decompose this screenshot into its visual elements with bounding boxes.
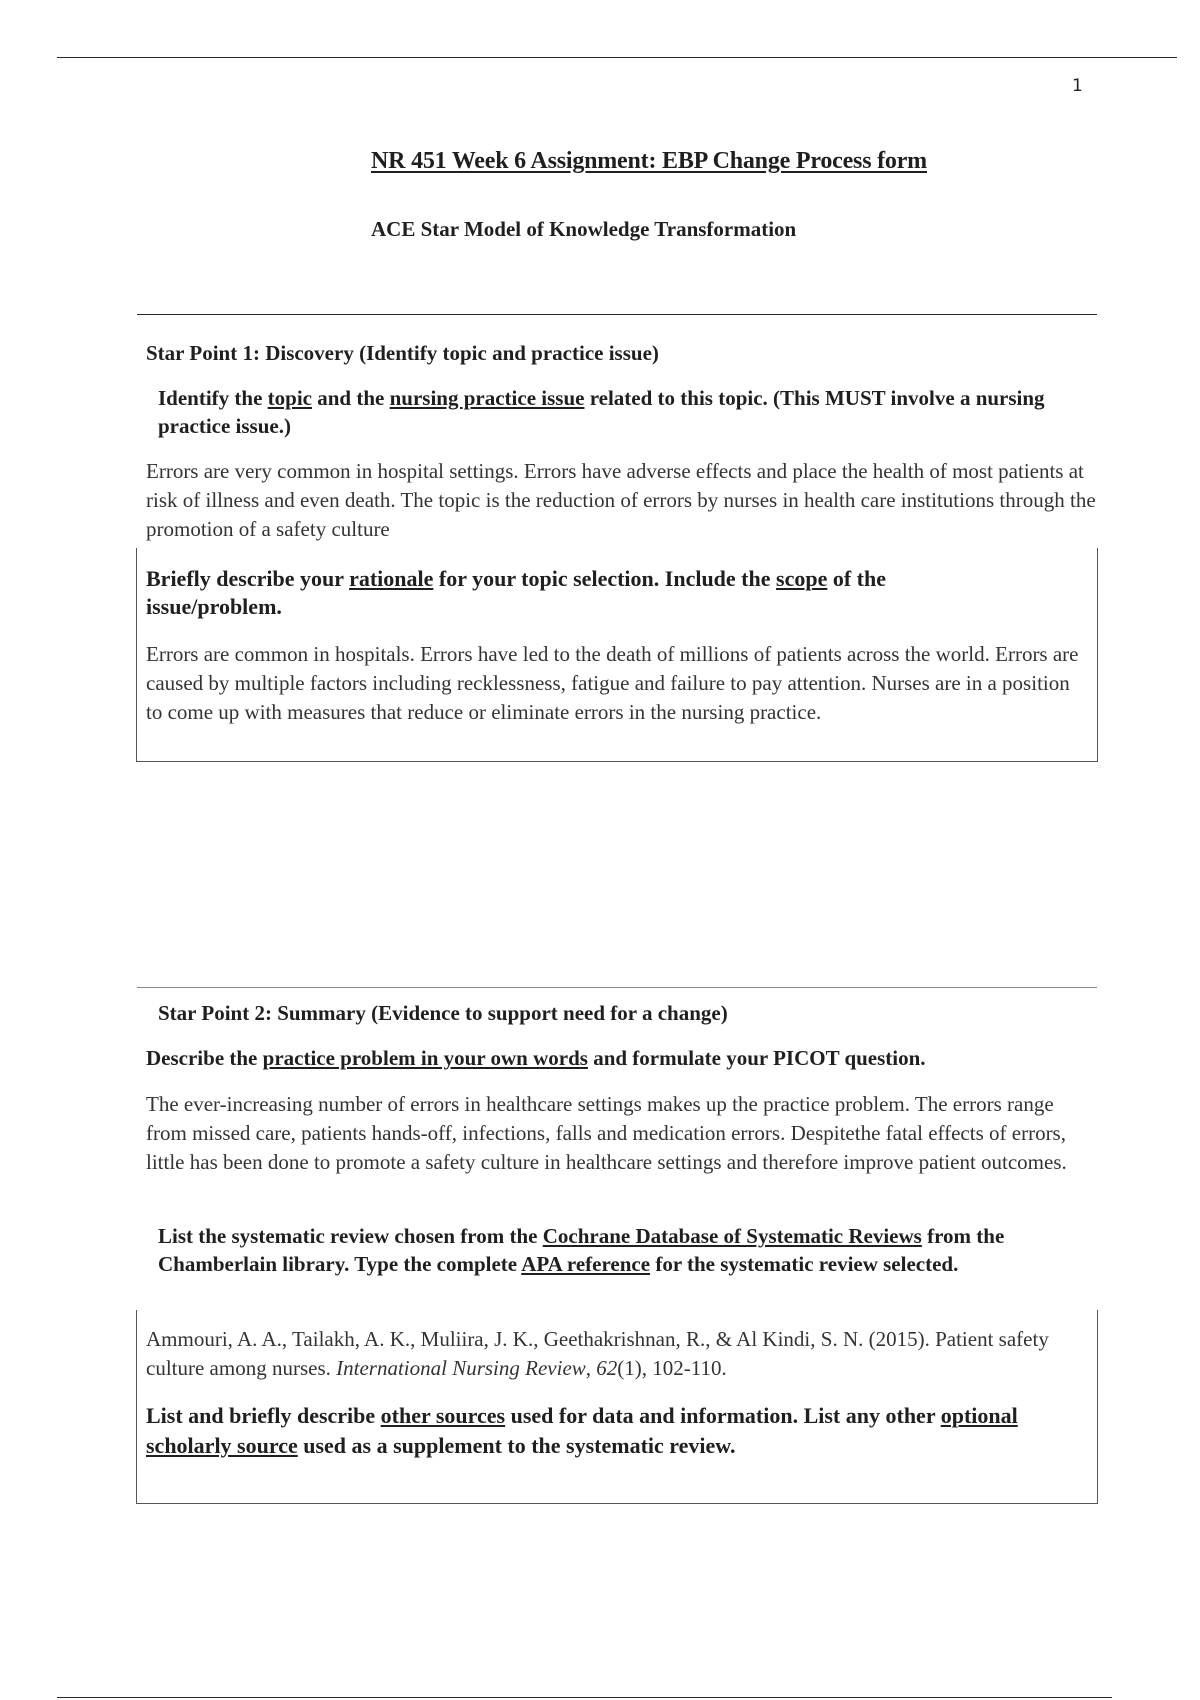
header-rule	[57, 57, 1177, 58]
apa-reference: Ammouri, A. A., Tailakh, A. K., Muliira, J. K., Geethakrishnan, R., & Al Kindi, S. N. (2015). Patient safety culture among nurses. International Nursing Review, 62(1), 102-110.	[146, 1327, 1049, 1380]
star-point-1-heading: Star Point 1: Discovery (Identify topic and practice issue)	[146, 341, 659, 365]
section-1-top-rule	[137, 314, 1097, 315]
reference-journal: International Nursing Review	[336, 1356, 586, 1380]
practice-problem-answer: The ever-increasing number of errors in healthcare settings makes up the practice problem. The errors range from missed care, patients hands-off, infections, falls and medication errors. Despitethe fatal effects of errors, little has been done to promote a safety culture in healthcare settings and therefore improve patient outcomes.	[146, 1092, 1067, 1174]
scope-term: scope	[776, 566, 828, 591]
reference-volume: 62	[596, 1356, 618, 1380]
cochrane-database-term: Cochrane Database of Systematic Reviews	[542, 1224, 922, 1248]
practice-problem-term: practice problem in your own words	[262, 1046, 588, 1070]
topic-term: topic	[267, 386, 312, 410]
document-title: NR 451 Week 6 Assignment: EBP Change Process form	[371, 148, 927, 174]
topic-prompt: Identify the topic and the nursing practice issue related to this topic. (This MUST involve a nursing practice issue.)	[158, 386, 1045, 438]
document-subtitle: ACE Star Model of Knowledge Transformation	[371, 217, 797, 241]
rationale-prompt: Briefly describe your rationale for your topic selection. Include the scope of the issue/problem.	[146, 566, 886, 619]
practice-problem-prompt: Describe the practice problem in your own words and formulate your PICOT question.	[146, 1046, 926, 1070]
footer-rule	[57, 1697, 1112, 1698]
section-2-top-rule	[137, 987, 1097, 988]
rationale-term: rationale	[349, 566, 434, 591]
apa-reference-term: APA reference	[521, 1252, 651, 1276]
other-sources-prompt: List and briefly describe other sources used for data and information. List any other optional scholarly source used as a supplement to the systematic review.	[146, 1403, 1018, 1458]
optional-scholarly-source-term: optional scholarly source	[146, 1403, 1018, 1458]
topic-answer: Errors are very common in hospital settings. Errors have adverse effects and place the health of most patients at risk of illness and even death. The topic is the reduction of errors by nurses in health care institutions through the promotion of a safety culture	[146, 459, 1096, 541]
systematic-review-prompt: List the systematic review chosen from the Cochrane Database of Systematic Reviews from the Chamberlain library. Type the complete APA reference for the systematic review selected.	[158, 1224, 1005, 1276]
nursing-practice-issue-term: nursing practice issue	[389, 386, 585, 410]
star-point-2-heading: Star Point 2: Summary (Evidence to support need for a change)	[158, 1001, 728, 1025]
rationale-answer: Errors are common in hospitals. Errors have led to the death of millions of patients across the world. Errors are caused by multiple factors including recklessness, fatigue and failure to pay attention. Nurses are in a position to come up with measures that reduce or eliminate errors in the nursing practice.	[146, 642, 1079, 724]
other-sources-term: other sources	[380, 1403, 506, 1428]
page-number: 1	[1072, 76, 1083, 96]
